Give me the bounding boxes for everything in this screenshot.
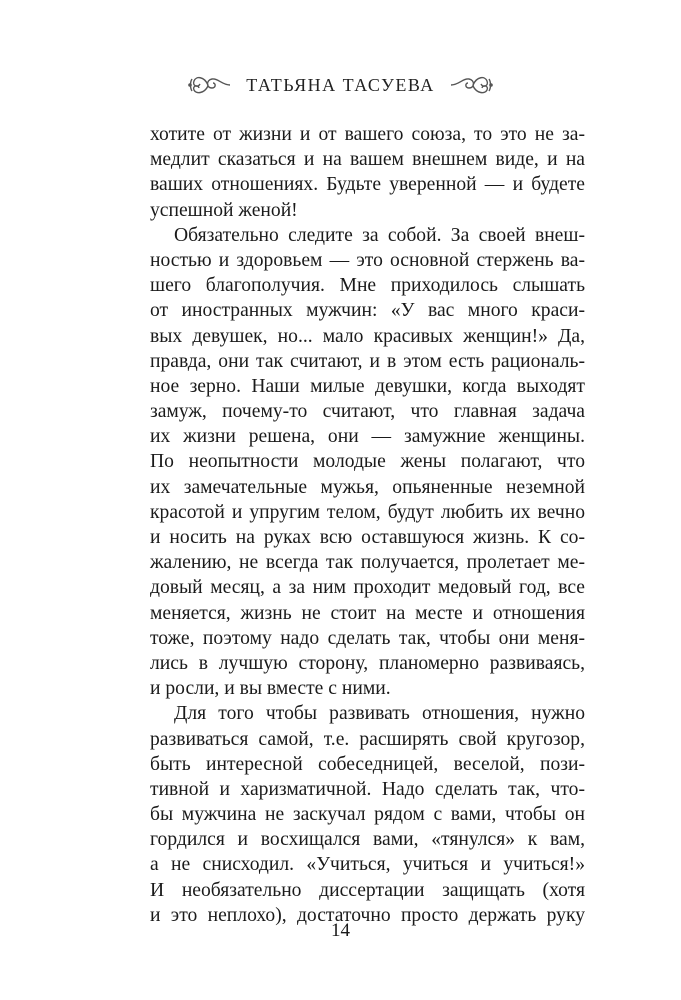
text-line: меняется, жизнь не стоит на месте и отношения [150,602,585,624]
text-line: ностью и здоровьем — это основной стержень ва- [150,249,585,271]
running-header [0,70,681,100]
text-line: вых девушек, но... мало красивых женщин!» Да, [150,325,585,347]
text-line: развиваться самой, т.е. расширять свой кругозор, [150,728,585,750]
text-line: тоже, поэтому надо сделать так, чтобы они меня- [150,627,585,649]
text-line: правда, они так считают, и в этом есть рациональ- [150,350,585,372]
text-line: быть интересной собеседницей, веселой, пози- [150,753,585,775]
ornament-left-icon [188,70,232,100]
text-line: и это неплохо), достаточно просто держать руку [150,904,585,926]
text-line: довый месяц, а за ним проходит медовый год, все [150,577,585,599]
text-line: успешной женой! [150,199,298,221]
page-number: 14 [331,920,350,941]
text-line: а не снисходил. «Учиться, учиться и учиться!» [150,854,585,876]
text-line: Для того чтобы развивать отношения, нужно [174,703,585,725]
ornament-right-icon [449,70,493,100]
text-line: шего благополучия. Мне приходилось слышать [150,275,585,297]
text-line: тивной и харизматичной. Надо сделать так, что- [150,778,585,800]
text-line: их жизни решена, они — замужние женщины. [150,426,585,448]
text-line: красотой и упругим телом, будут любить их вечно [150,501,585,523]
text-line: и носить на руках всю оставшуюся жизнь. К со- [150,527,585,548]
running-header-title: ТАТЬЯНА ТАСУЕВА [246,74,435,95]
text-line: жалению, не всегда так получается, пролетает ме- [150,552,585,574]
text-line: гордился и восхищался вами, «тянулся» к вам, [150,829,585,851]
text-line: лись в лучшую сторону, планомерно развиваясь, [150,652,585,674]
text-line: от иностранных мужчин: «У вас много краси- [150,300,585,322]
body-text [150,122,585,928]
text-line: ваших отношениях. Будьте уверенной — и будете [150,174,585,196]
text-line: По неопытности молодые жены полагают, что [150,451,585,473]
text-line: бы мужчина не заскучал рядом с вами, чтобы он [150,804,585,826]
text-line: и росли, и вы вместе с ними. [150,678,391,700]
text-line: замуж, почему-то считают, что главная задача [150,401,585,423]
text-line: хотите от жизни и от вашего союза, то это не за- [150,124,585,145]
text-line: И необязательно диссертации защищать (хотя [150,879,585,901]
text-line: Обязательно следите за собой. За своей внеш- [174,224,585,246]
text-line: медлит сказаться и на вашем внешнем виде, и на [150,149,585,171]
text-line: ное зерно. Наши милые девушки, когда выходят [150,375,585,397]
text-line: их замечательные мужья, опьяненные неземной [150,476,585,498]
